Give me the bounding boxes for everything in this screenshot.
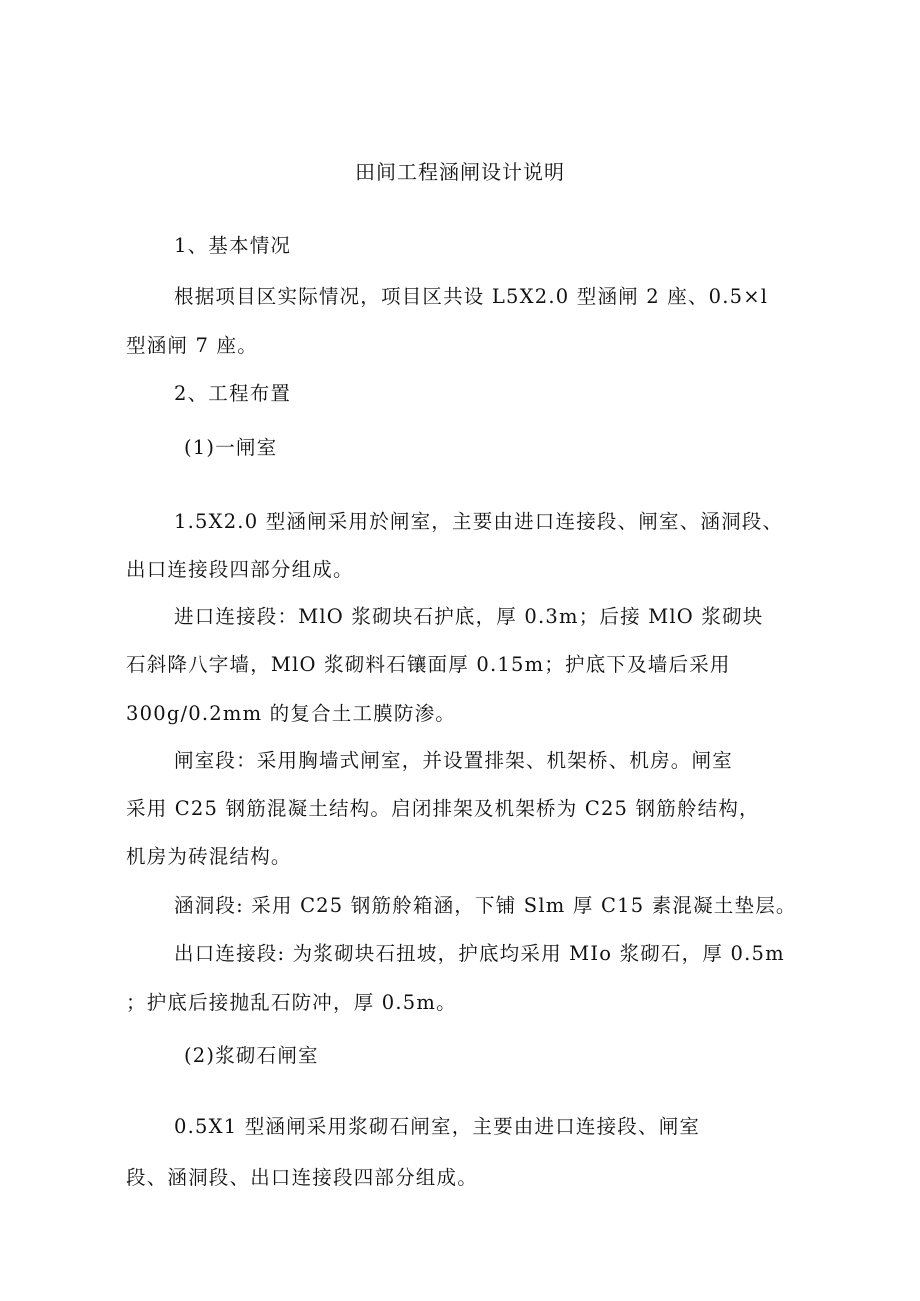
paragraph-line: ；护底后接抛乱石防冲，厚 0.5m。 <box>126 991 457 1014</box>
paragraph-line: 段、涵洞段、出口连接段四部分组成。 <box>126 1166 478 1189</box>
subsection-heading-2: (2)浆砌石闸室 <box>184 1044 319 1067</box>
subsection-heading-1: (1)一闸室 <box>184 436 278 459</box>
paragraph-line: 根据项目区实际情况，项目区共设 L5X2.0 型涵闸 2 座、0.5×l <box>174 285 769 308</box>
paragraph-line: 出口连接段四部分组成。 <box>126 558 354 581</box>
paragraph-line: 300g∕0.2mm 的复合土工膜防渗。 <box>126 702 456 725</box>
paragraph-line: 出口连接段: 为浆砌块石扭坡，护底均采用 MIo 浆砌石，厚 0.5m <box>174 942 785 965</box>
section-heading-layout: 2、工程布置 <box>174 382 292 405</box>
paragraph-line: 闸室段：采用胸墙式闸室，并设置排架、机架桥、机房。闸室 <box>174 749 733 772</box>
paragraph-line: 1.5X2.0 型涵闸采用於闸室，主要由进口连接段、闸室、涵洞段、 <box>174 510 784 533</box>
paragraph-line: 采用 C25 钢筋混凝土结构。启闭排架及机架桥为 C25 钢筋舲结构， <box>126 797 760 820</box>
page-title: 田间工程涵闸设计说明 <box>355 160 565 184</box>
section-heading-basic: 1、基本情况 <box>174 234 292 257</box>
paragraph-line: 机房为砖混结构。 <box>126 845 292 868</box>
paragraph-line: 石斜降八字墙，MlO 浆砌料石镶面厚 0.15m；护底下及墙后采用 <box>126 653 731 676</box>
paragraph-line: 进口连接段：MlO 浆砌块石护底，厚 0.3m；后接 MlO 浆砌块 <box>174 605 764 628</box>
paragraph-line: 0.5X1 型涵闸采用浆砌石闸室，主要由进口连接段、闸室 <box>174 1115 701 1138</box>
paragraph-line: 型涵闸 7 座。 <box>126 334 258 357</box>
paragraph-line: 涵洞段: 采用 C25 钢筋舲箱涵，下铺 Slm 厚 C15 素混凝土垫层。 <box>174 894 797 917</box>
